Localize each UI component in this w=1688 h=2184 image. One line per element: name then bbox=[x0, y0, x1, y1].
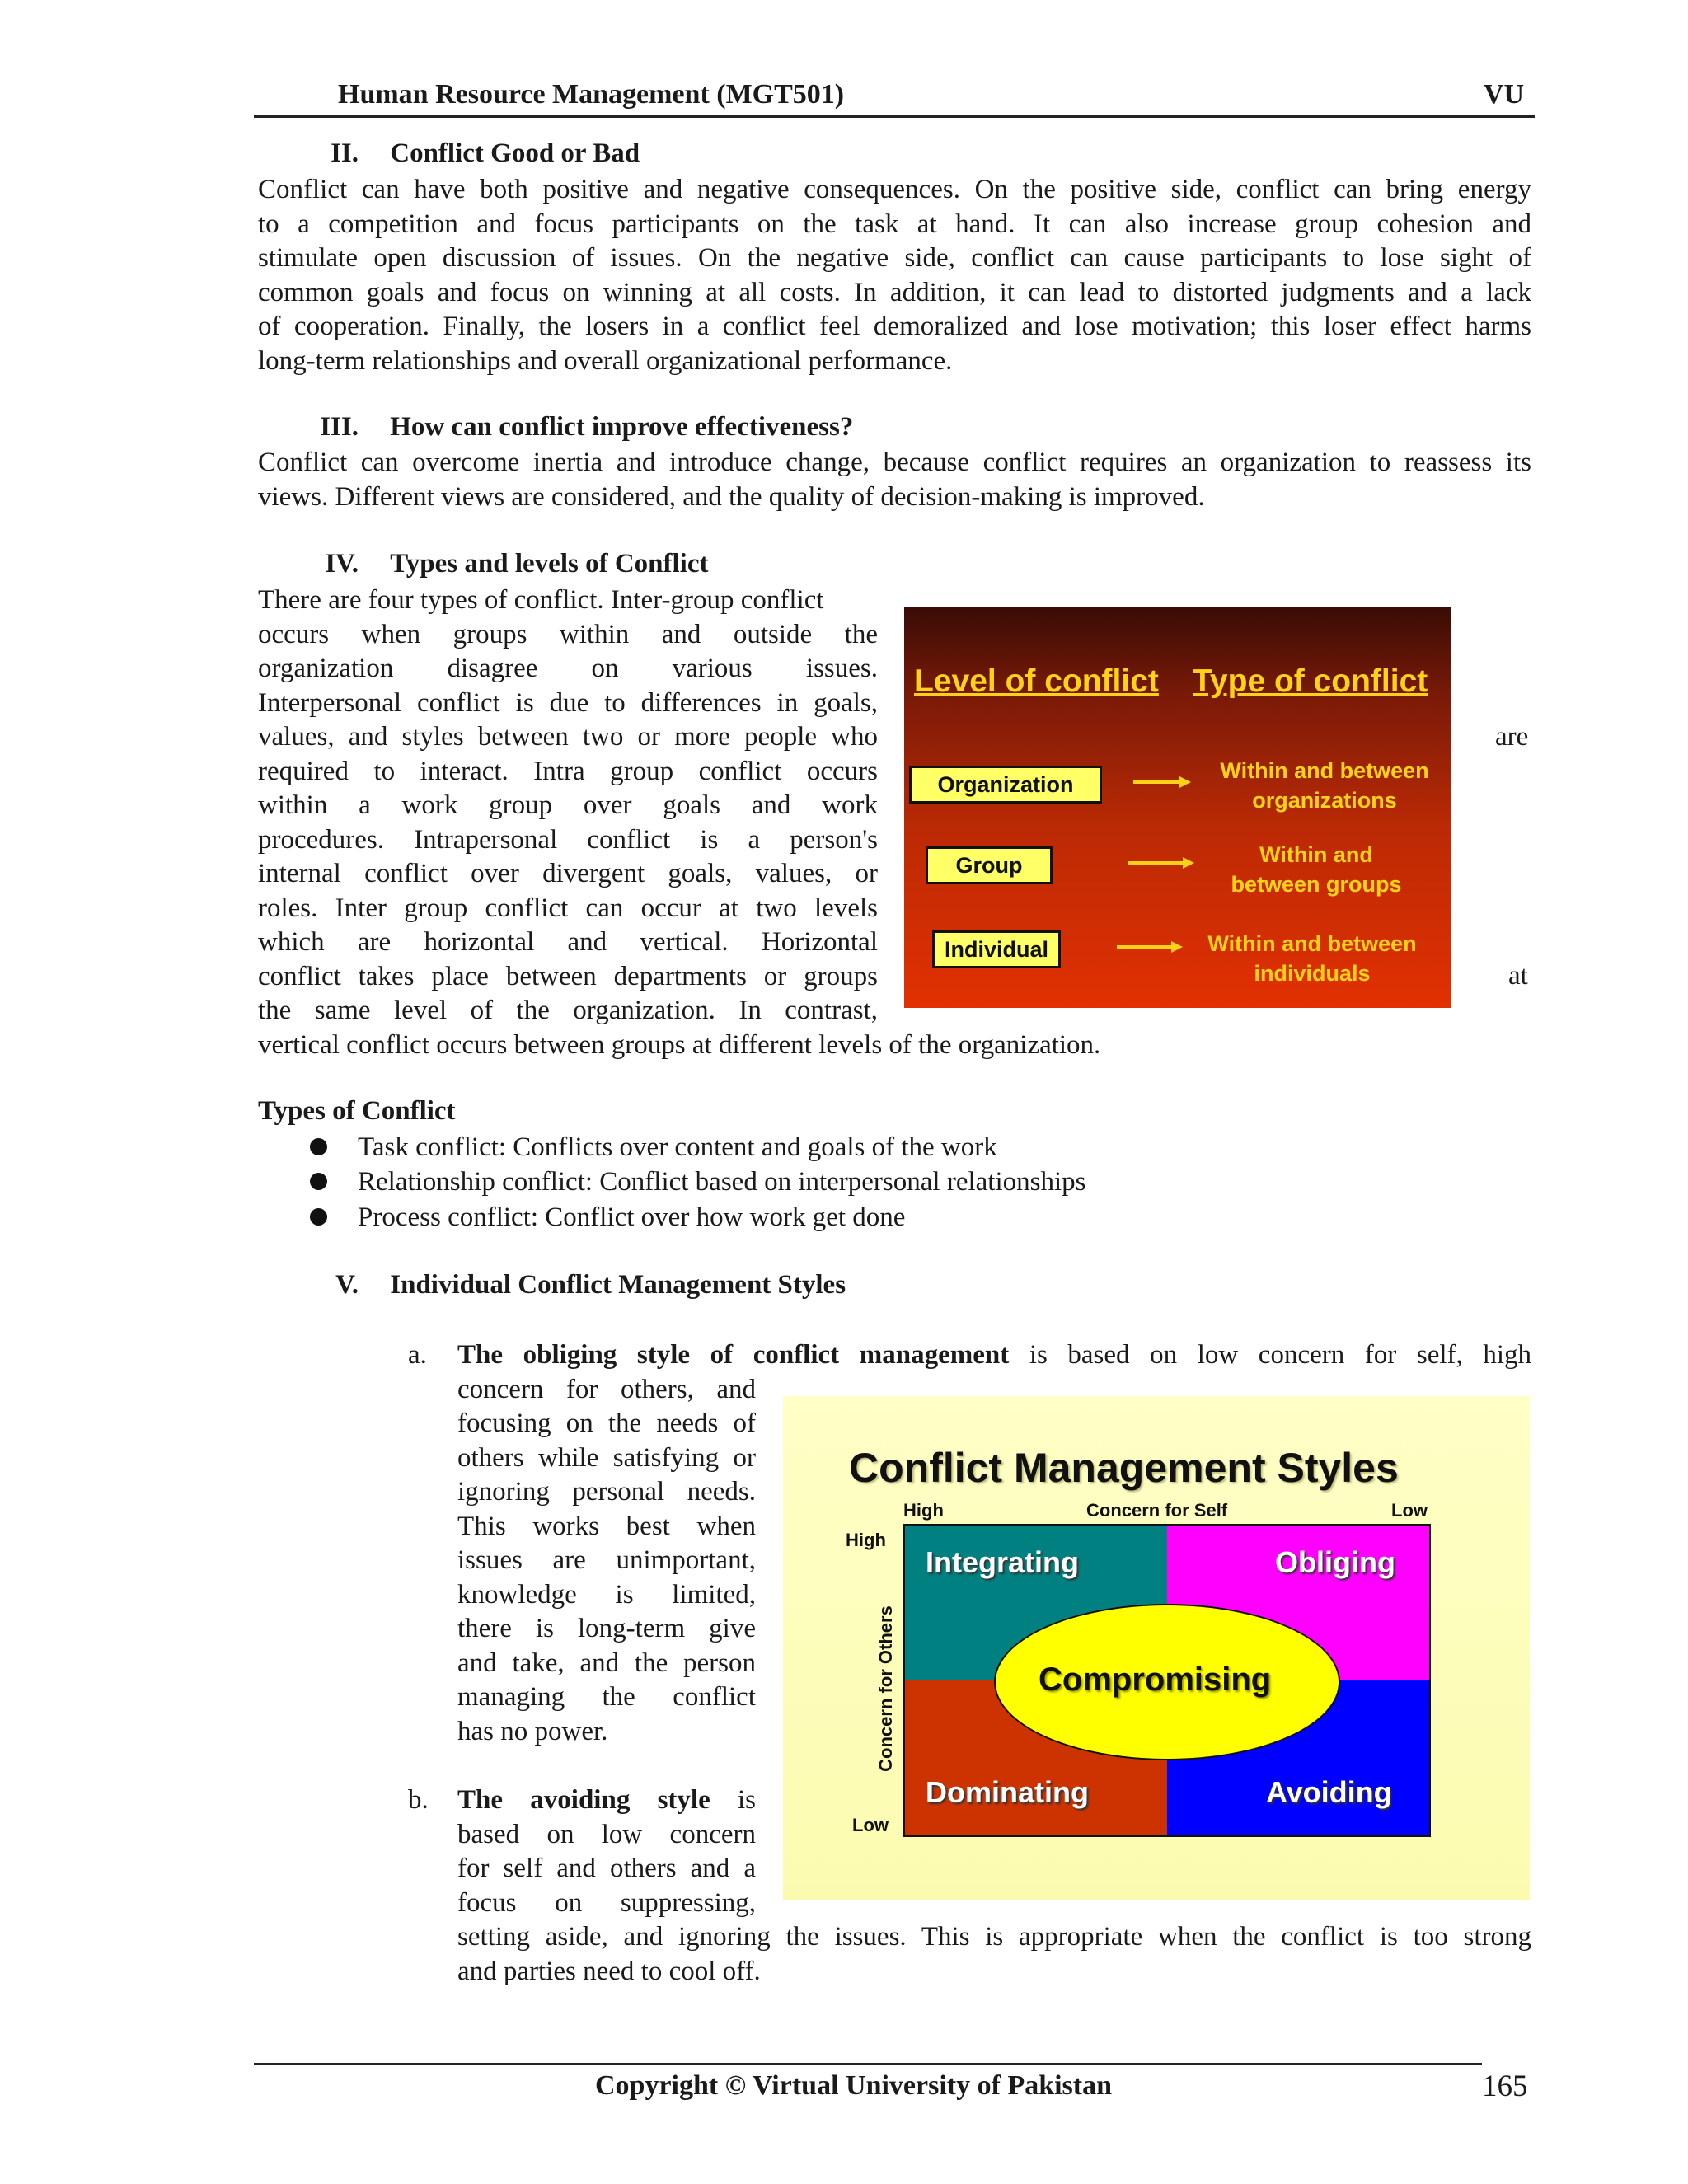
paragraph-line: concern for others, and bbox=[457, 1374, 756, 1404]
paragraph-line: conflict takes place between departments or groups bbox=[258, 961, 878, 991]
paragraph-line: Conflict can have both positive and negative consequences. On the positive side, conflict can bring energy bbox=[258, 175, 1531, 204]
y-axis-high: High bbox=[846, 1530, 886, 1550]
section-3-heading bbox=[313, 412, 853, 443]
paragraph-line: focusing on the needs of bbox=[457, 1408, 756, 1438]
bullet-icon bbox=[310, 1138, 327, 1155]
section-5-heading bbox=[320, 1270, 846, 1301]
paragraph-line: views. Different views are considered, and the quality of decision-making is improved. bbox=[258, 481, 1205, 512]
paragraph-line: within a work group over goals and work bbox=[258, 790, 878, 820]
section-4-number: IV. bbox=[325, 549, 359, 579]
paragraph-line: focus on suppressing, bbox=[457, 1887, 756, 1918]
item-b-marker: b. bbox=[408, 1785, 429, 1815]
paragraph-line: others while satisfying or bbox=[457, 1442, 756, 1473]
header-vu: VU bbox=[1484, 79, 1525, 110]
type-line: Within and between bbox=[1207, 931, 1417, 956]
paragraph-line: to a competition and focus participants on the task at hand. It can also increase group cohesion and bbox=[258, 209, 1531, 239]
paragraph-line: and take, and the person bbox=[457, 1647, 756, 1678]
type-line: organizations bbox=[1252, 788, 1397, 813]
arrow-right-icon bbox=[1133, 774, 1191, 790]
label-avoiding: Avoiding bbox=[1266, 1775, 1392, 1809]
paragraph-line: vertical conflict occurs between groups at different levels of the organization. bbox=[258, 1029, 1101, 1060]
footer-rule bbox=[254, 2063, 1482, 2065]
section-5-title: Individual Conflict Management Styles bbox=[390, 1270, 846, 1300]
level-box-group: Group bbox=[926, 846, 1053, 884]
type-line: Within and between bbox=[1220, 758, 1429, 783]
paragraph-line: has no power. bbox=[457, 1716, 608, 1746]
section-5-number: V. bbox=[335, 1270, 359, 1300]
x-axis-high: High bbox=[903, 1500, 944, 1521]
paragraph-line: of cooperation. Finally, the losers in a conflict feel demoralized and lose motivation; this loser effect harms bbox=[258, 312, 1531, 341]
label-obliging: Obliging bbox=[1275, 1545, 1395, 1579]
level-of-conflict-figure bbox=[904, 607, 1451, 1008]
paragraph-line: occurs when groups within and outside the bbox=[258, 619, 878, 649]
paragraph-line: internal conflict over divergent goals, values, or bbox=[258, 859, 878, 888]
bullet-icon bbox=[310, 1173, 327, 1190]
item-b-paragraph bbox=[457, 1818, 756, 1921]
section-2-title: Conflict Good or Bad bbox=[390, 138, 640, 168]
type-organization bbox=[1193, 756, 1456, 815]
paragraph-line: required to interact. Intra group conflict occurs bbox=[258, 756, 878, 786]
paragraph-line: stimulate open discussion of issues. On the negative side, conflict can cause participants to lose sight of bbox=[258, 243, 1531, 273]
item-a-first-line bbox=[457, 1338, 1531, 1373]
bullet-icon bbox=[310, 1208, 327, 1226]
paragraph-line: and parties need to cool off. bbox=[457, 1956, 761, 1986]
item-b-bold: The avoiding style bbox=[457, 1785, 710, 1815]
paragraph-line: issues are unimportant, bbox=[457, 1545, 756, 1575]
section-3-title: How can conflict improve effectiveness? bbox=[390, 412, 854, 442]
level-box-individual: Individual bbox=[932, 930, 1061, 968]
paragraph-line: which are horizontal and vertical. Horizontal bbox=[258, 927, 878, 957]
y-axis-low: Low bbox=[852, 1815, 889, 1835]
paragraph-line: There are four types of conflict. Inter-group conflict bbox=[258, 585, 824, 615]
section-4-title: Types and levels of Conflict bbox=[390, 549, 709, 579]
list-item: Process conflict: Conflict over how work get done bbox=[358, 1202, 906, 1232]
x-axis-label: Concern for Self bbox=[1086, 1500, 1228, 1521]
header-course-title: Human Resource Management (MGT501) bbox=[338, 79, 845, 110]
paragraph-line: knowledge is limited, bbox=[457, 1579, 756, 1610]
paragraph-line: setting aside, and ignoring the issues. This is appropriate when the conflict is too strong bbox=[457, 1922, 1531, 1952]
arrow-right-icon bbox=[1128, 855, 1194, 871]
item-b-rest: is bbox=[738, 1785, 757, 1815]
paragraph-line: the same level of the organization. In contrast, bbox=[258, 996, 878, 1025]
list-item: Relationship conflict: Conflict based on interpersonal relationships bbox=[358, 1167, 1086, 1197]
paragraph-line: Interpersonal conflict is due to differences in goals, bbox=[258, 687, 878, 718]
paragraph-line: values, and styles between two or more people who bbox=[258, 722, 878, 752]
item-a-marker: a. bbox=[408, 1340, 427, 1370]
item-a-rest: is based on low concern for self, high bbox=[1029, 1340, 1532, 1370]
stray-word-are: are bbox=[1495, 722, 1529, 752]
arrow-right-icon bbox=[1117, 939, 1183, 955]
section-2-number: II. bbox=[331, 138, 359, 168]
section-2-paragraph bbox=[258, 173, 1531, 378]
item-a-paragraph bbox=[457, 1373, 756, 1750]
level-heading: Level of conflict bbox=[914, 663, 1159, 699]
x-axis-low: Low bbox=[1391, 1500, 1428, 1521]
footer-copyright: Copyright © Virtual University of Pakistan bbox=[595, 2070, 1113, 2101]
paragraph-line: for self and others and a bbox=[457, 1854, 756, 1883]
page-number: 165 bbox=[1482, 2069, 1528, 2103]
list-item: Task conflict: Conflicts over content and goals of the work bbox=[358, 1132, 997, 1162]
label-compromising: Compromising bbox=[1039, 1661, 1272, 1698]
type-line: Within and bbox=[1259, 842, 1373, 867]
section-4-heading bbox=[313, 549, 708, 579]
item-b-continuation bbox=[457, 1920, 1531, 1989]
type-heading: Type of conflict bbox=[1193, 663, 1428, 699]
paragraph-line: This works best when bbox=[457, 1511, 756, 1541]
type-individual bbox=[1184, 929, 1440, 988]
paragraph-line: roles. Inter group conflict can occur at two levels bbox=[258, 893, 878, 923]
paragraph-line: common goals and focus on winning at all costs. In addition, it can lead to distorted judgments and a lack bbox=[258, 277, 1531, 307]
paragraph-line: Conflict can overcome inertia and introduce change, because conflict requires an organization to reassess its bbox=[258, 448, 1531, 477]
stray-word-at: at bbox=[1508, 961, 1528, 991]
label-integrating: Integrating bbox=[926, 1545, 1079, 1579]
item-b-first-line bbox=[457, 1783, 756, 1818]
section-3-number: III. bbox=[320, 412, 359, 442]
paragraph-line: there is long-term give bbox=[457, 1614, 756, 1643]
y-axis-label: Concern for Others bbox=[875, 1605, 896, 1772]
type-line: between groups bbox=[1231, 872, 1402, 897]
conflict-management-styles-figure bbox=[783, 1396, 1530, 1900]
styles-figure-title: Conflict Management Styles bbox=[849, 1445, 1399, 1491]
item-a-bold: The obliging style of conflict management bbox=[457, 1340, 1010, 1370]
level-box-organization: Organization bbox=[909, 766, 1102, 804]
label-dominating: Dominating bbox=[926, 1775, 1089, 1809]
paragraph-line: based on low concern bbox=[457, 1819, 756, 1849]
paragraph-line: procedures. Intrapersonal conflict is a person's bbox=[258, 824, 878, 855]
section-3-paragraph bbox=[258, 446, 1531, 514]
paragraph-line: long-term relationships and overall organizational performance. bbox=[258, 345, 953, 376]
paragraph-line: managing the conflict bbox=[457, 1682, 756, 1712]
header-rule bbox=[254, 115, 1535, 118]
paragraph-line: ignoring personal needs. bbox=[457, 1477, 756, 1507]
types-of-conflict-title: Types of Conflict bbox=[258, 1096, 456, 1126]
type-group bbox=[1193, 840, 1440, 899]
type-line: individuals bbox=[1254, 961, 1371, 986]
paragraph-line: organization disagree on various issues. bbox=[258, 654, 878, 683]
section-2-heading bbox=[317, 138, 640, 169]
